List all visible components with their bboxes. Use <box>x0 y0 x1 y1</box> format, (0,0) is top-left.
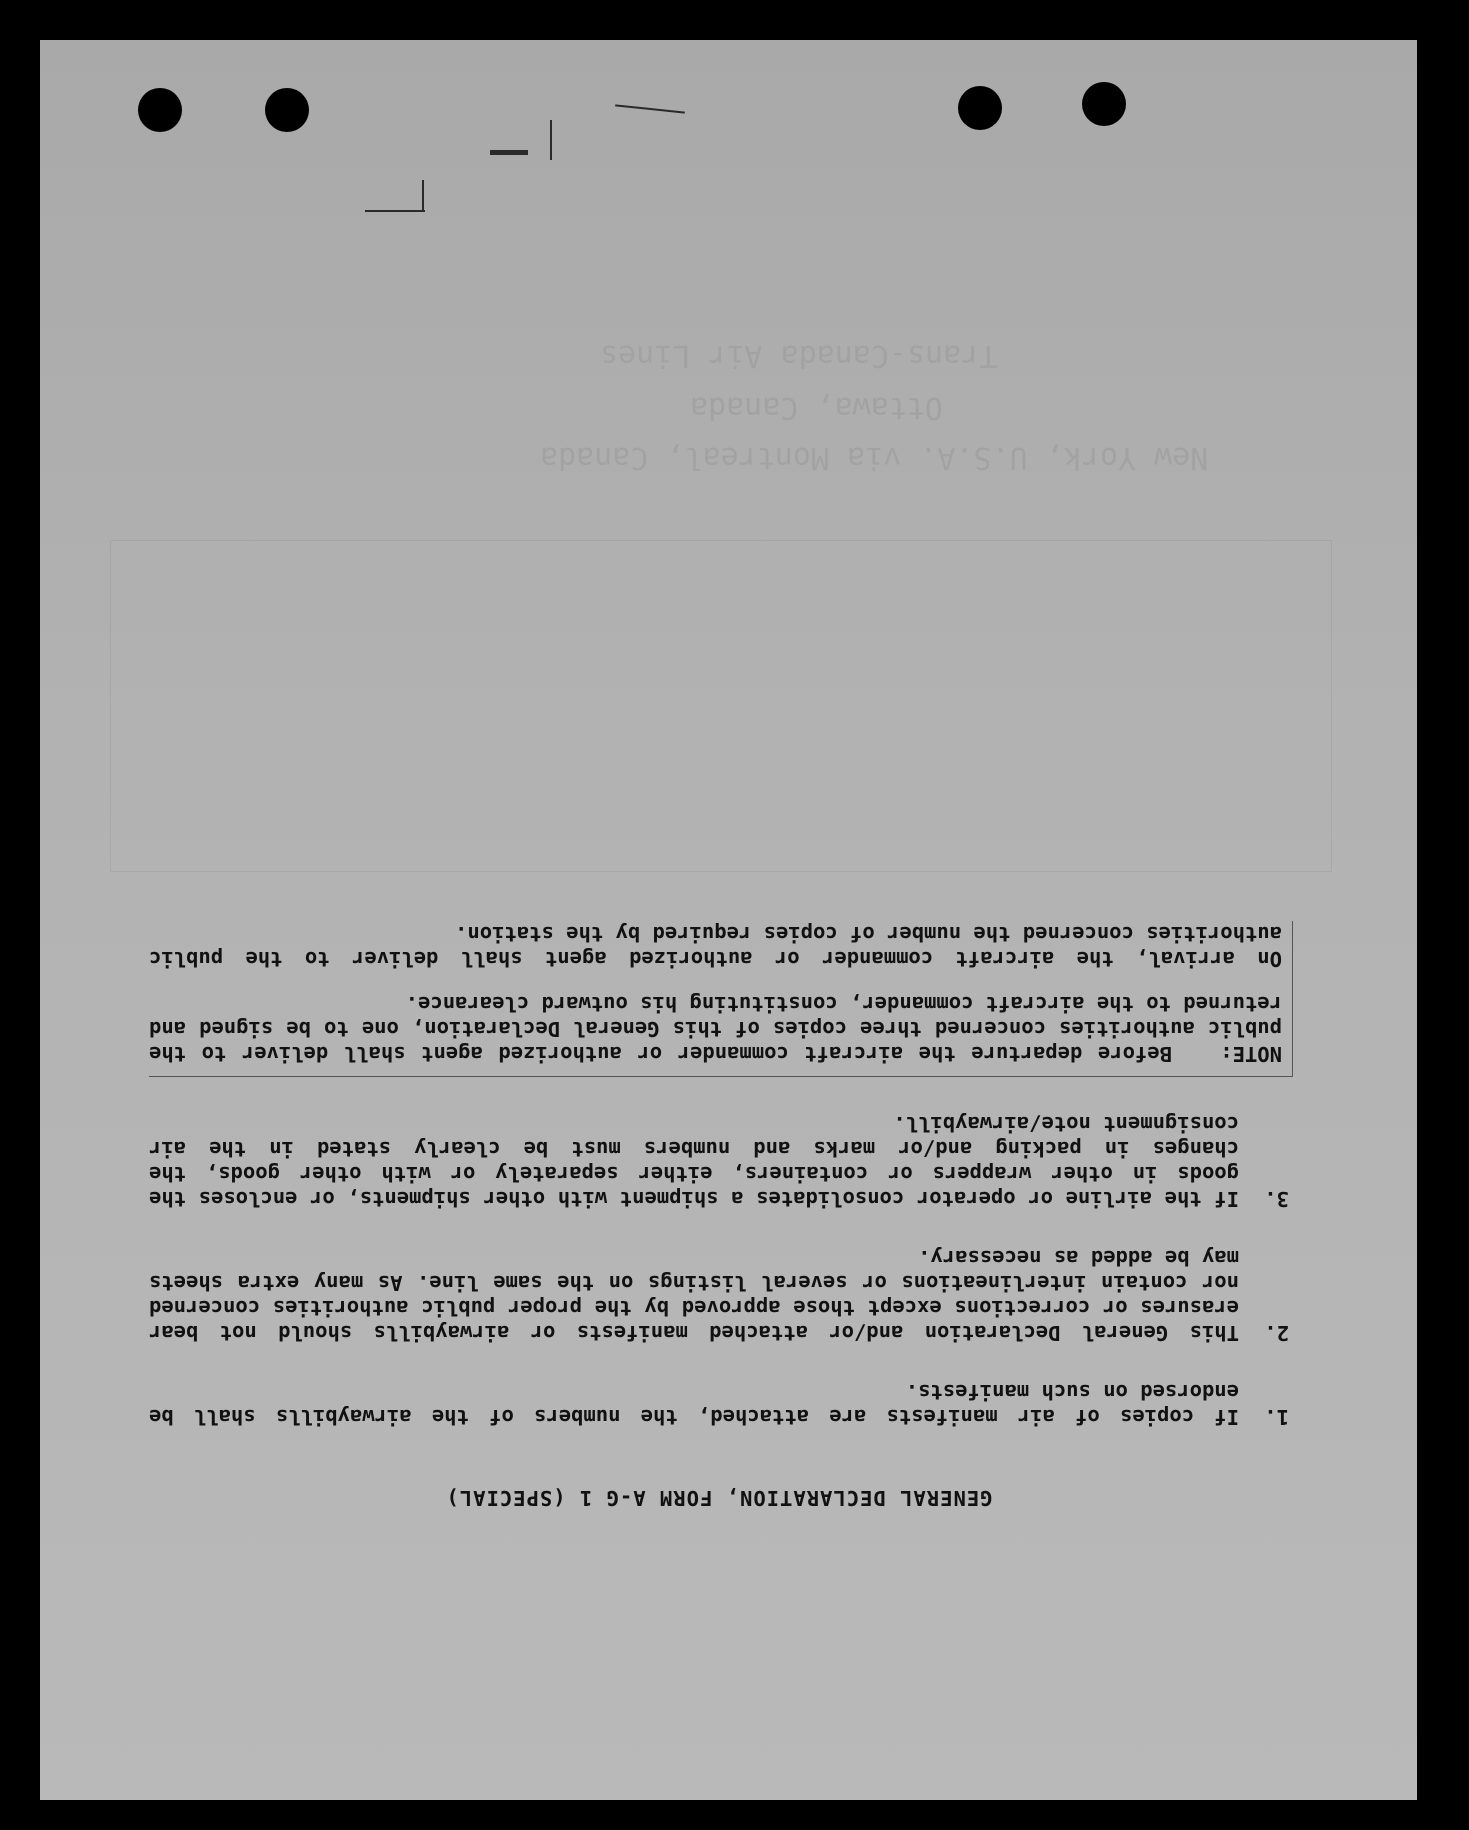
instruction-item-3 <box>149 1111 1289 1211</box>
form-title: GENERAL DECLARATION, FORM A-G 1 (SPECIAL) <box>445 1486 993 1510</box>
document-page <box>40 40 1417 1800</box>
item-number: 3. <box>1264 1187 1289 1211</box>
instruction-item-2 <box>149 1245 1289 1345</box>
note-section <box>149 921 1293 1077</box>
note-paragraph-2: On arrival, the aircraft commander or authorized agent shall deliver to the public authorities concerned the number of copies required by the station. <box>149 922 1282 971</box>
bleed-through-text-1: Trans-Canada Air Lines <box>600 338 998 373</box>
item-text: If copies of air manifests are attached, the numbers of the airwaybills shall be endorsed on such manifests. <box>149 1380 1239 1429</box>
item-number: 2. <box>1264 1321 1289 1345</box>
bleed-through-text-3: New York, U.S.A. via Montreal, Canada <box>540 440 1209 475</box>
note-text-1: Before departure the aircraft commander or authorized agent shall deliver to the public authorities concerned three copies of this General Declaration, one to be signed and returned to the aircraft commander, constituting his outward clearance. <box>149 992 1282 1066</box>
instructions-block <box>149 901 1289 1510</box>
note-label: NOTE: <box>1220 1042 1282 1066</box>
item-text: If the airline or operator consolidates a shipment with other shipments, or encloses the goods in other wrappers or containers, either separately or with other goods, the changes in packing and/or marks and numbers must be clearly stated in the air consignment note/airwaybill. <box>149 1112 1239 1211</box>
item-number: 1. <box>1264 1405 1289 1429</box>
bleed-through-text-2: Ottawa, Canada <box>690 390 943 425</box>
instruction-item-1 <box>149 1379 1289 1429</box>
upside-down-content <box>40 40 1417 1800</box>
item-text: This General Declaration and/or attached manifests or airwaybills should not bear erasures or corrections except those approved by the proper public authorities concerned nor contain interlineations or several listings on the same line. As many extra sheets may be added as necessary. <box>149 1246 1239 1345</box>
note-paragraph-1 <box>149 991 1282 1066</box>
